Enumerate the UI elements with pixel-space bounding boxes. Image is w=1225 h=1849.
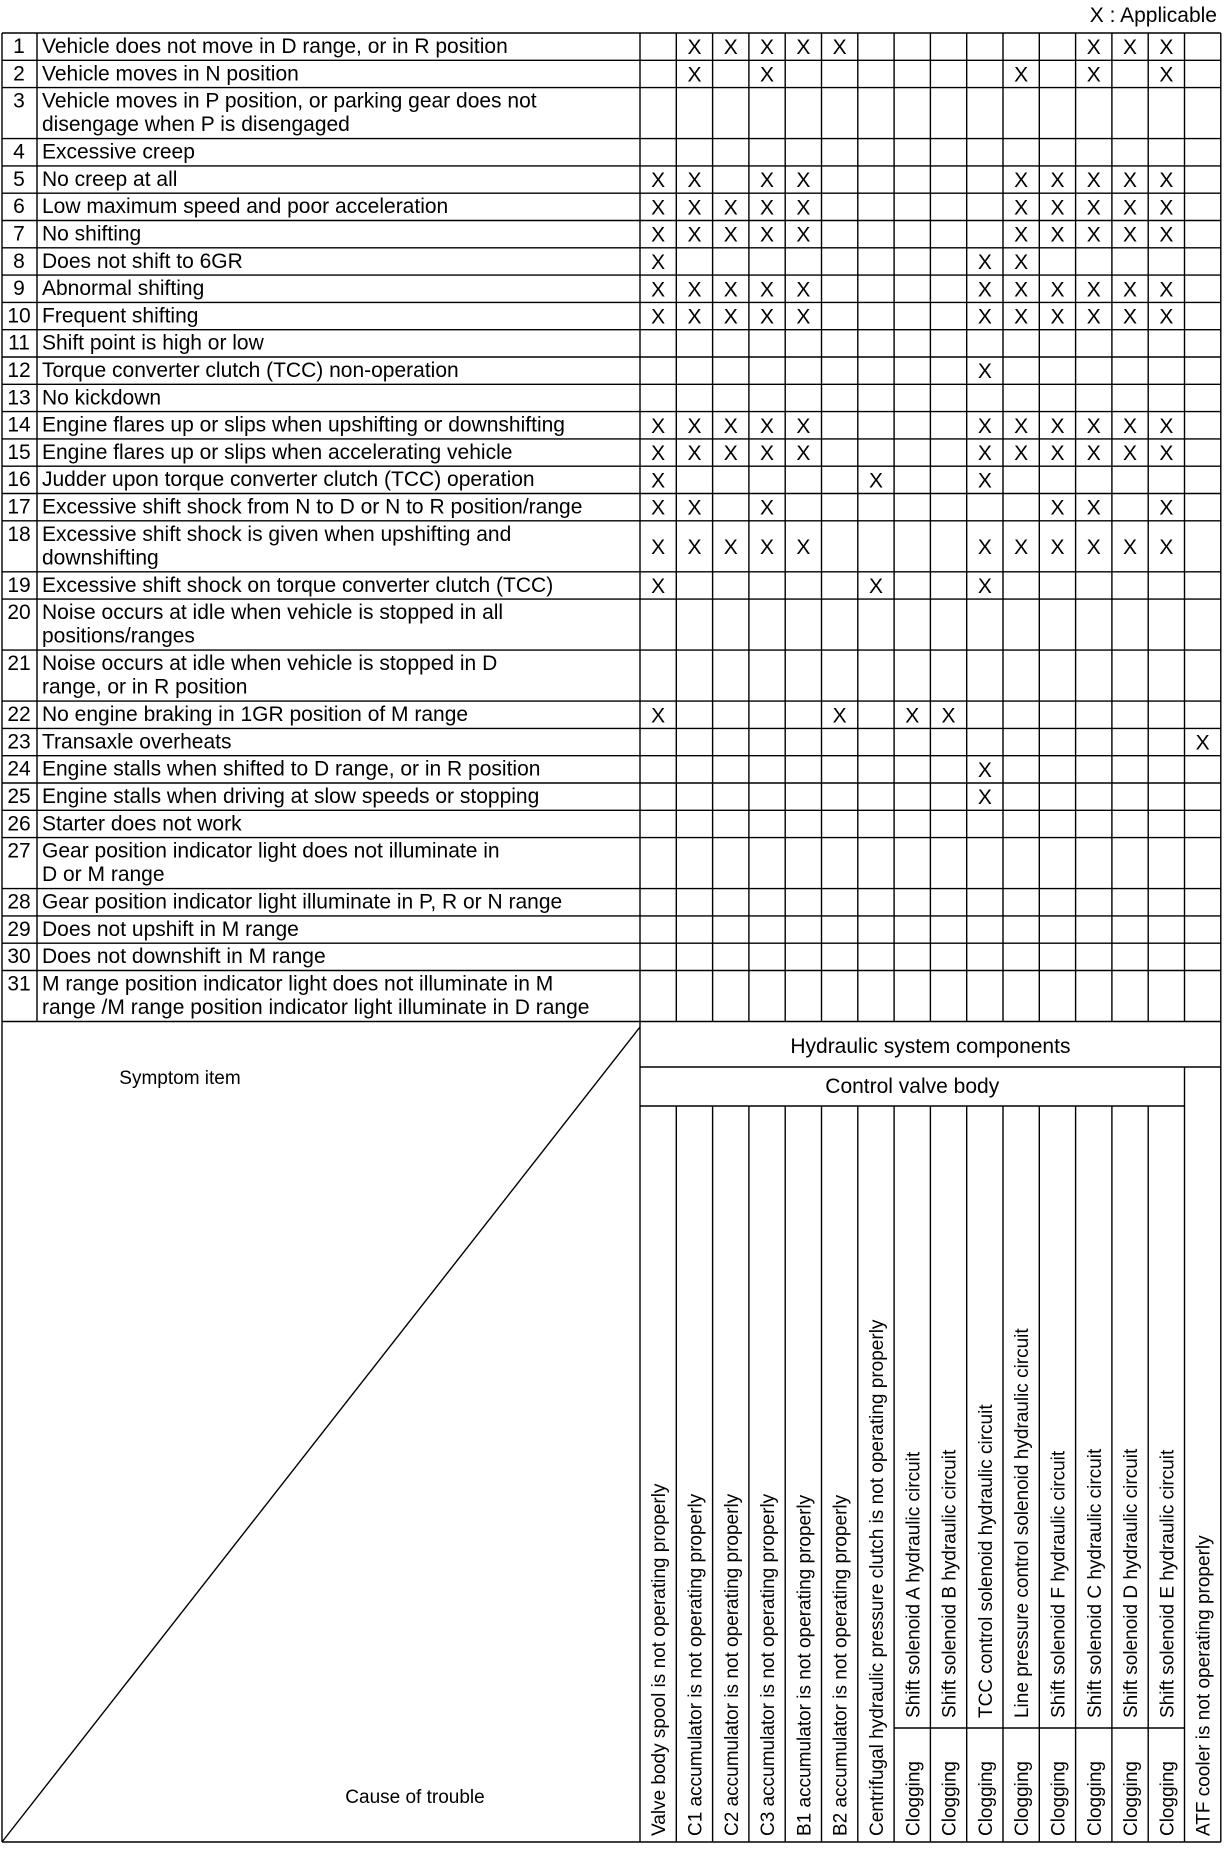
symptom-text: range /M range position indicator light illuminate in D range xyxy=(42,996,590,1019)
cause-label: B2 accumulator is not operating properly xyxy=(830,1494,852,1836)
symptom-text: Torque converter clutch (TCC) non-operation xyxy=(42,359,459,382)
applicable-mark: X xyxy=(687,535,702,559)
applicable-mark: X xyxy=(723,223,738,247)
symptom-row-12 xyxy=(7,359,992,383)
clogging-label: Clogging xyxy=(1121,1761,1143,1836)
applicable-mark: X xyxy=(1050,223,1065,247)
row-number: 5 xyxy=(13,167,25,191)
symptom-row-6 xyxy=(13,195,1173,219)
symptom-row-27 xyxy=(7,840,499,887)
applicable-mark: X xyxy=(1014,250,1029,274)
symptom-text: Vehicle moves in P position, or parking gear does not xyxy=(42,89,537,113)
row-number: 13 xyxy=(7,386,31,410)
clogging-label: Clogging xyxy=(1084,1761,1106,1836)
applicable-mark: X xyxy=(1050,196,1065,220)
applicable-mark: X xyxy=(687,169,702,193)
symptom-row-1 xyxy=(13,35,1173,59)
applicable-mark: X xyxy=(796,442,811,466)
applicable-mark: X xyxy=(723,414,738,438)
applicable-mark: X xyxy=(760,223,775,247)
row-number: 18 xyxy=(7,522,31,546)
row-number: 1 xyxy=(13,35,25,58)
applicable-mark: X xyxy=(977,414,992,438)
symptom-row-5 xyxy=(13,168,1173,192)
row-number: 23 xyxy=(7,730,31,754)
symptom-row-31 xyxy=(7,973,589,1020)
row-number: 21 xyxy=(7,652,31,676)
applicable-mark: X xyxy=(796,414,811,438)
symptom-text: Abnormal shifting xyxy=(42,277,205,301)
applicable-mark: X xyxy=(1086,223,1101,247)
symptom-text: Engine flares up or slips when upshifting or downshifting xyxy=(42,413,565,437)
symptom-text: Judder upon torque converter clutch (TCC) operation xyxy=(42,468,535,492)
row-number: 4 xyxy=(13,140,25,164)
cause-label: Shift solenoid A hydraulic circuit xyxy=(903,1451,925,1718)
applicable-mark: X xyxy=(1050,535,1065,559)
applicable-mark: X xyxy=(723,36,738,60)
applicable-mark: X xyxy=(1014,414,1029,438)
applicable-mark: X xyxy=(1159,196,1174,220)
symptom-text: Noise occurs at idle when vehicle is stopped in D xyxy=(42,652,498,676)
symptom-row-17 xyxy=(7,496,1173,520)
applicable-mark: X xyxy=(977,786,992,810)
symptom-text: Excessive shift shock on torque converter clutch (TCC) xyxy=(42,573,554,597)
symptom-text: Transaxle overheats xyxy=(42,730,232,754)
clogging-label: Clogging xyxy=(939,1761,961,1836)
symptom-row-20 xyxy=(7,601,503,648)
applicable-mark: X xyxy=(1050,169,1065,193)
applicable-mark: X xyxy=(687,496,702,520)
applicable-mark: X xyxy=(651,196,666,220)
applicable-mark: X xyxy=(1123,278,1138,302)
applicable-mark: X xyxy=(760,496,775,520)
applicable-mark: X xyxy=(1086,305,1101,329)
row-number: 26 xyxy=(7,812,31,836)
applicable-mark: X xyxy=(796,278,811,302)
row-number: 17 xyxy=(7,495,31,519)
applicable-mark: X xyxy=(1050,278,1065,302)
applicable-mark: X xyxy=(1159,169,1174,193)
applicable-mark: X xyxy=(832,704,847,728)
applicable-mark: X xyxy=(1195,731,1210,755)
applicable-mark: X xyxy=(1014,442,1029,466)
symptom-row-10 xyxy=(7,304,1173,328)
row-number: 9 xyxy=(13,277,25,301)
symptom-text: Engine stalls when shifted to D range, or in R position xyxy=(42,757,541,781)
applicable-mark: X xyxy=(796,196,811,220)
applicable-mark: X xyxy=(760,278,775,302)
applicable-mark: X xyxy=(1159,535,1174,559)
symptom-text: No engine braking in 1GR position of M range xyxy=(42,703,469,727)
applicable-mark: X xyxy=(1086,169,1101,193)
applicable-mark: X xyxy=(760,305,775,329)
applicable-mark: X xyxy=(1014,278,1029,302)
applicable-mark: X xyxy=(1123,414,1138,438)
symptom-row-29 xyxy=(7,918,298,941)
applicable-mark: X xyxy=(760,414,775,438)
clogging-label: Clogging xyxy=(903,1761,925,1836)
applicable-mark: X xyxy=(687,278,702,302)
symptom-row-30 xyxy=(7,945,325,968)
applicable-mark: X xyxy=(1050,305,1065,329)
applicable-mark: X xyxy=(977,360,992,384)
applicable-mark: X xyxy=(977,469,992,493)
applicable-mark: X xyxy=(1086,442,1101,466)
applicable-mark: X xyxy=(723,305,738,329)
applicable-mark: X xyxy=(1123,442,1138,466)
applicable-mark: X xyxy=(651,704,666,728)
applicable-mark: X xyxy=(1159,496,1174,520)
clogging-label: Clogging xyxy=(1157,1761,1179,1836)
applicable-mark: X xyxy=(651,250,666,274)
applicable-mark: X xyxy=(687,442,702,466)
cause-header xyxy=(119,1035,1214,1836)
row-number: 25 xyxy=(7,785,31,808)
applicable-mark: X xyxy=(651,442,666,466)
cause-label: Shift solenoid D hydraulic circuit xyxy=(1121,1448,1143,1718)
applicable-mark: X xyxy=(760,169,775,193)
symptom-text: No shifting xyxy=(42,222,142,246)
applicable-mark: X xyxy=(687,36,702,60)
applicable-mark: X xyxy=(977,758,992,782)
applicable-mark: X xyxy=(760,442,775,466)
applicable-mark: X xyxy=(1086,36,1101,60)
applicable-mark: X xyxy=(723,535,738,559)
cause-label: ATF cooler is not operating properly xyxy=(1193,1535,1215,1836)
applicable-mark: X xyxy=(868,469,883,493)
applicable-mark: X xyxy=(760,196,775,220)
applicable-mark: X xyxy=(687,414,702,438)
applicable-mark: X xyxy=(1123,36,1138,60)
row-number: 2 xyxy=(13,62,25,86)
applicable-mark: X xyxy=(905,704,920,728)
applicable-mark: X xyxy=(651,469,666,493)
applicable-mark: X xyxy=(651,278,666,302)
group-label: Hydraulic system components xyxy=(790,1035,1071,1058)
applicable-mark: X xyxy=(977,305,992,329)
symptom-row-9 xyxy=(13,277,1173,301)
symptom-row-4 xyxy=(13,141,195,164)
row-number: 31 xyxy=(7,972,31,996)
row-number: 24 xyxy=(7,757,31,781)
symptom-text: Gear position indicator light illuminate in P, R or N range xyxy=(42,890,563,914)
applicable-mark: X xyxy=(796,305,811,329)
applicable-mark: X xyxy=(651,496,666,520)
cause-label: B1 accumulator is not operating properly xyxy=(794,1494,816,1836)
symptom-row-11 xyxy=(8,332,265,355)
symptom-row-19 xyxy=(7,574,992,598)
cause-label: Shift solenoid E hydraulic circuit xyxy=(1157,1449,1179,1718)
cause-label: TCC control solenoid hydraulic circuit xyxy=(975,1404,997,1718)
symptom-row-15 xyxy=(7,441,1173,465)
symptom-text: disengage when P is disengaged xyxy=(42,113,350,137)
applicable-mark: X xyxy=(1159,305,1174,329)
applicable-mark: X xyxy=(1123,305,1138,329)
applicable-mark: X xyxy=(1014,63,1029,87)
symptom-text: Low maximum speed and poor acceleration xyxy=(42,195,449,219)
symptom-row-23 xyxy=(7,730,1209,754)
cause-label: Centrifugal hydraulic pressure clutch is not operating properly xyxy=(866,1319,888,1836)
subgroup-label: Control valve body xyxy=(825,1075,1000,1098)
applicable-mark: X xyxy=(977,250,992,274)
row-number: 15 xyxy=(7,440,31,464)
applicable-mark: X xyxy=(1014,169,1029,193)
cause-label: Line pressure control solenoid hydraulic circuit xyxy=(1012,1328,1034,1718)
cause-label: Shift solenoid C hydraulic circuit xyxy=(1084,1448,1106,1718)
row-number: 28 xyxy=(7,890,31,914)
symptom-text: Does not downshift in M range xyxy=(42,945,326,969)
symptom-text: M range position indicator light does not illuminate in M xyxy=(42,972,554,996)
applicable-mark: X xyxy=(1086,196,1101,220)
symptom-row-2 xyxy=(13,62,1173,86)
symptom-row-16 xyxy=(7,468,992,492)
symptom-text: Engine flares up or slips when accelerating vehicle xyxy=(42,440,513,464)
symptom-text: No kickdown xyxy=(42,386,162,410)
symptom-row-14 xyxy=(7,414,1173,438)
cause-label: C1 accumulator is not operating properly xyxy=(685,1493,707,1836)
legend-applicable: X : Applicable xyxy=(1089,4,1217,27)
symptom-text: No creep at all xyxy=(42,167,178,191)
clogging-label: Clogging xyxy=(1048,1761,1070,1836)
row-number: 7 xyxy=(13,222,25,246)
row-number: 8 xyxy=(13,249,25,273)
row-number: 29 xyxy=(7,917,31,941)
applicable-mark: X xyxy=(687,63,702,87)
applicable-mark: X xyxy=(1014,223,1029,247)
row-number: 20 xyxy=(7,601,31,625)
applicable-mark: X xyxy=(687,223,702,247)
symptom-rows xyxy=(7,35,1209,1019)
row-number: 19 xyxy=(7,573,31,597)
symptom-row-26 xyxy=(7,812,242,835)
applicable-mark: X xyxy=(1050,414,1065,438)
symptom-text: Vehicle moves in N position xyxy=(42,62,299,86)
symptom-text: Excessive shift shock from N to D or N to R position/range xyxy=(42,495,583,519)
applicable-mark: X xyxy=(796,223,811,247)
applicable-mark: X xyxy=(687,305,702,329)
symptom-row-22 xyxy=(7,703,955,727)
symptom-text: Shift point is high or low xyxy=(42,331,264,355)
symptom-text: Vehicle does not move in D range, or in R position xyxy=(42,35,508,58)
header-diagonal xyxy=(2,1027,640,1842)
symptom-row-28 xyxy=(7,891,562,914)
applicable-mark: X xyxy=(1159,414,1174,438)
row-number: 12 xyxy=(7,359,31,382)
symptom-row-3 xyxy=(13,90,537,137)
applicable-mark: X xyxy=(651,535,666,559)
row-number: 30 xyxy=(7,945,31,969)
applicable-mark: X xyxy=(1050,496,1065,520)
symptom-row-18 xyxy=(7,523,1173,570)
applicable-mark: X xyxy=(723,442,738,466)
symptom-text: D or M range xyxy=(42,863,165,887)
applicable-mark: X xyxy=(868,574,883,598)
applicable-mark: X xyxy=(1159,36,1174,60)
applicable-mark: X xyxy=(1159,63,1174,87)
applicable-mark: X xyxy=(760,63,775,87)
applicable-mark: X xyxy=(977,278,992,302)
applicable-mark: X xyxy=(1123,196,1138,220)
clogging-label: Clogging xyxy=(975,1761,997,1836)
symptom-row-24 xyxy=(7,758,992,782)
applicable-mark: X xyxy=(1086,414,1101,438)
symptom-row-7 xyxy=(13,223,1173,247)
applicable-mark: X xyxy=(651,223,666,247)
symptom-text: positions/ranges xyxy=(42,624,195,648)
applicable-mark: X xyxy=(651,574,666,598)
applicable-mark: X xyxy=(796,169,811,193)
symptom-row-21 xyxy=(7,652,497,699)
symptom-item-label: Symptom item xyxy=(119,1068,241,1089)
symptom-text: downshifting xyxy=(42,546,159,570)
row-number: 14 xyxy=(7,413,31,437)
symptom-text: Does not upshift in M range xyxy=(42,917,299,941)
applicable-mark: X xyxy=(977,574,992,598)
symptom-text: Excessive creep xyxy=(42,140,195,164)
cause-label: C2 accumulator is not operating properly xyxy=(721,1493,743,1836)
applicable-mark: X xyxy=(1050,442,1065,466)
applicable-mark: X xyxy=(1014,305,1029,329)
applicable-mark: X xyxy=(760,36,775,60)
symptom-text: Engine stalls when driving at slow speeds or stopping xyxy=(42,785,540,808)
applicable-mark: X xyxy=(1123,169,1138,193)
applicable-mark: X xyxy=(651,305,666,329)
applicable-mark: X xyxy=(651,414,666,438)
row-number: 11 xyxy=(8,331,30,355)
applicable-mark: X xyxy=(1123,535,1138,559)
applicable-mark: X xyxy=(832,36,847,60)
applicable-mark: X xyxy=(1014,535,1029,559)
applicable-mark: X xyxy=(1014,196,1029,220)
symptom-text: Gear position indicator light does not illuminate in xyxy=(42,839,500,863)
row-number: 16 xyxy=(7,468,31,492)
cause-label: Valve body spool is not operating properly xyxy=(649,1483,671,1836)
applicable-mark: X xyxy=(723,196,738,220)
applicable-mark: X xyxy=(760,535,775,559)
applicable-mark: X xyxy=(1159,442,1174,466)
applicable-mark: X xyxy=(977,535,992,559)
symptom-text: Excessive shift shock is given when upshifting and xyxy=(42,522,512,546)
symptom-text: Starter does not work xyxy=(42,812,242,836)
applicable-mark: X xyxy=(1123,223,1138,247)
applicable-mark: X xyxy=(796,535,811,559)
applicable-mark: X xyxy=(1086,278,1101,302)
symptom-text: Frequent shifting xyxy=(42,304,199,328)
clogging-label: Clogging xyxy=(1012,1761,1034,1836)
applicable-mark: X xyxy=(977,442,992,466)
cause-label: Shift solenoid B hydraulic circuit xyxy=(939,1449,961,1718)
cause-label: Shift solenoid F hydraulic circuit xyxy=(1048,1450,1070,1718)
row-number: 10 xyxy=(7,304,31,328)
row-number: 3 xyxy=(13,89,25,113)
applicable-mark: X xyxy=(1159,278,1174,302)
applicable-mark: X xyxy=(1086,535,1101,559)
symptom-row-13 xyxy=(7,386,161,409)
applicable-mark: X xyxy=(651,169,666,193)
symptom-text: Noise occurs at idle when vehicle is stopped in all xyxy=(42,601,504,625)
symptom-row-8 xyxy=(13,250,1028,274)
cause-of-trouble-label: Cause of trouble xyxy=(345,1787,485,1808)
row-number: 22 xyxy=(7,703,31,727)
applicable-mark: X xyxy=(941,704,956,728)
row-number: 27 xyxy=(7,839,31,863)
applicable-mark: X xyxy=(687,196,702,220)
applicable-mark: X xyxy=(723,278,738,302)
row-number: 6 xyxy=(13,195,25,219)
symptom-text: Does not shift to 6GR xyxy=(42,249,243,273)
applicable-mark: X xyxy=(1086,63,1101,87)
applicable-mark: X xyxy=(1086,496,1101,520)
symptom-text: range, or in R position xyxy=(42,675,248,699)
symptom-row-25 xyxy=(7,785,992,809)
cause-label: C3 accumulator is not operating properly xyxy=(758,1493,780,1836)
applicable-mark: X xyxy=(796,36,811,60)
applicable-mark: X xyxy=(1159,223,1174,247)
